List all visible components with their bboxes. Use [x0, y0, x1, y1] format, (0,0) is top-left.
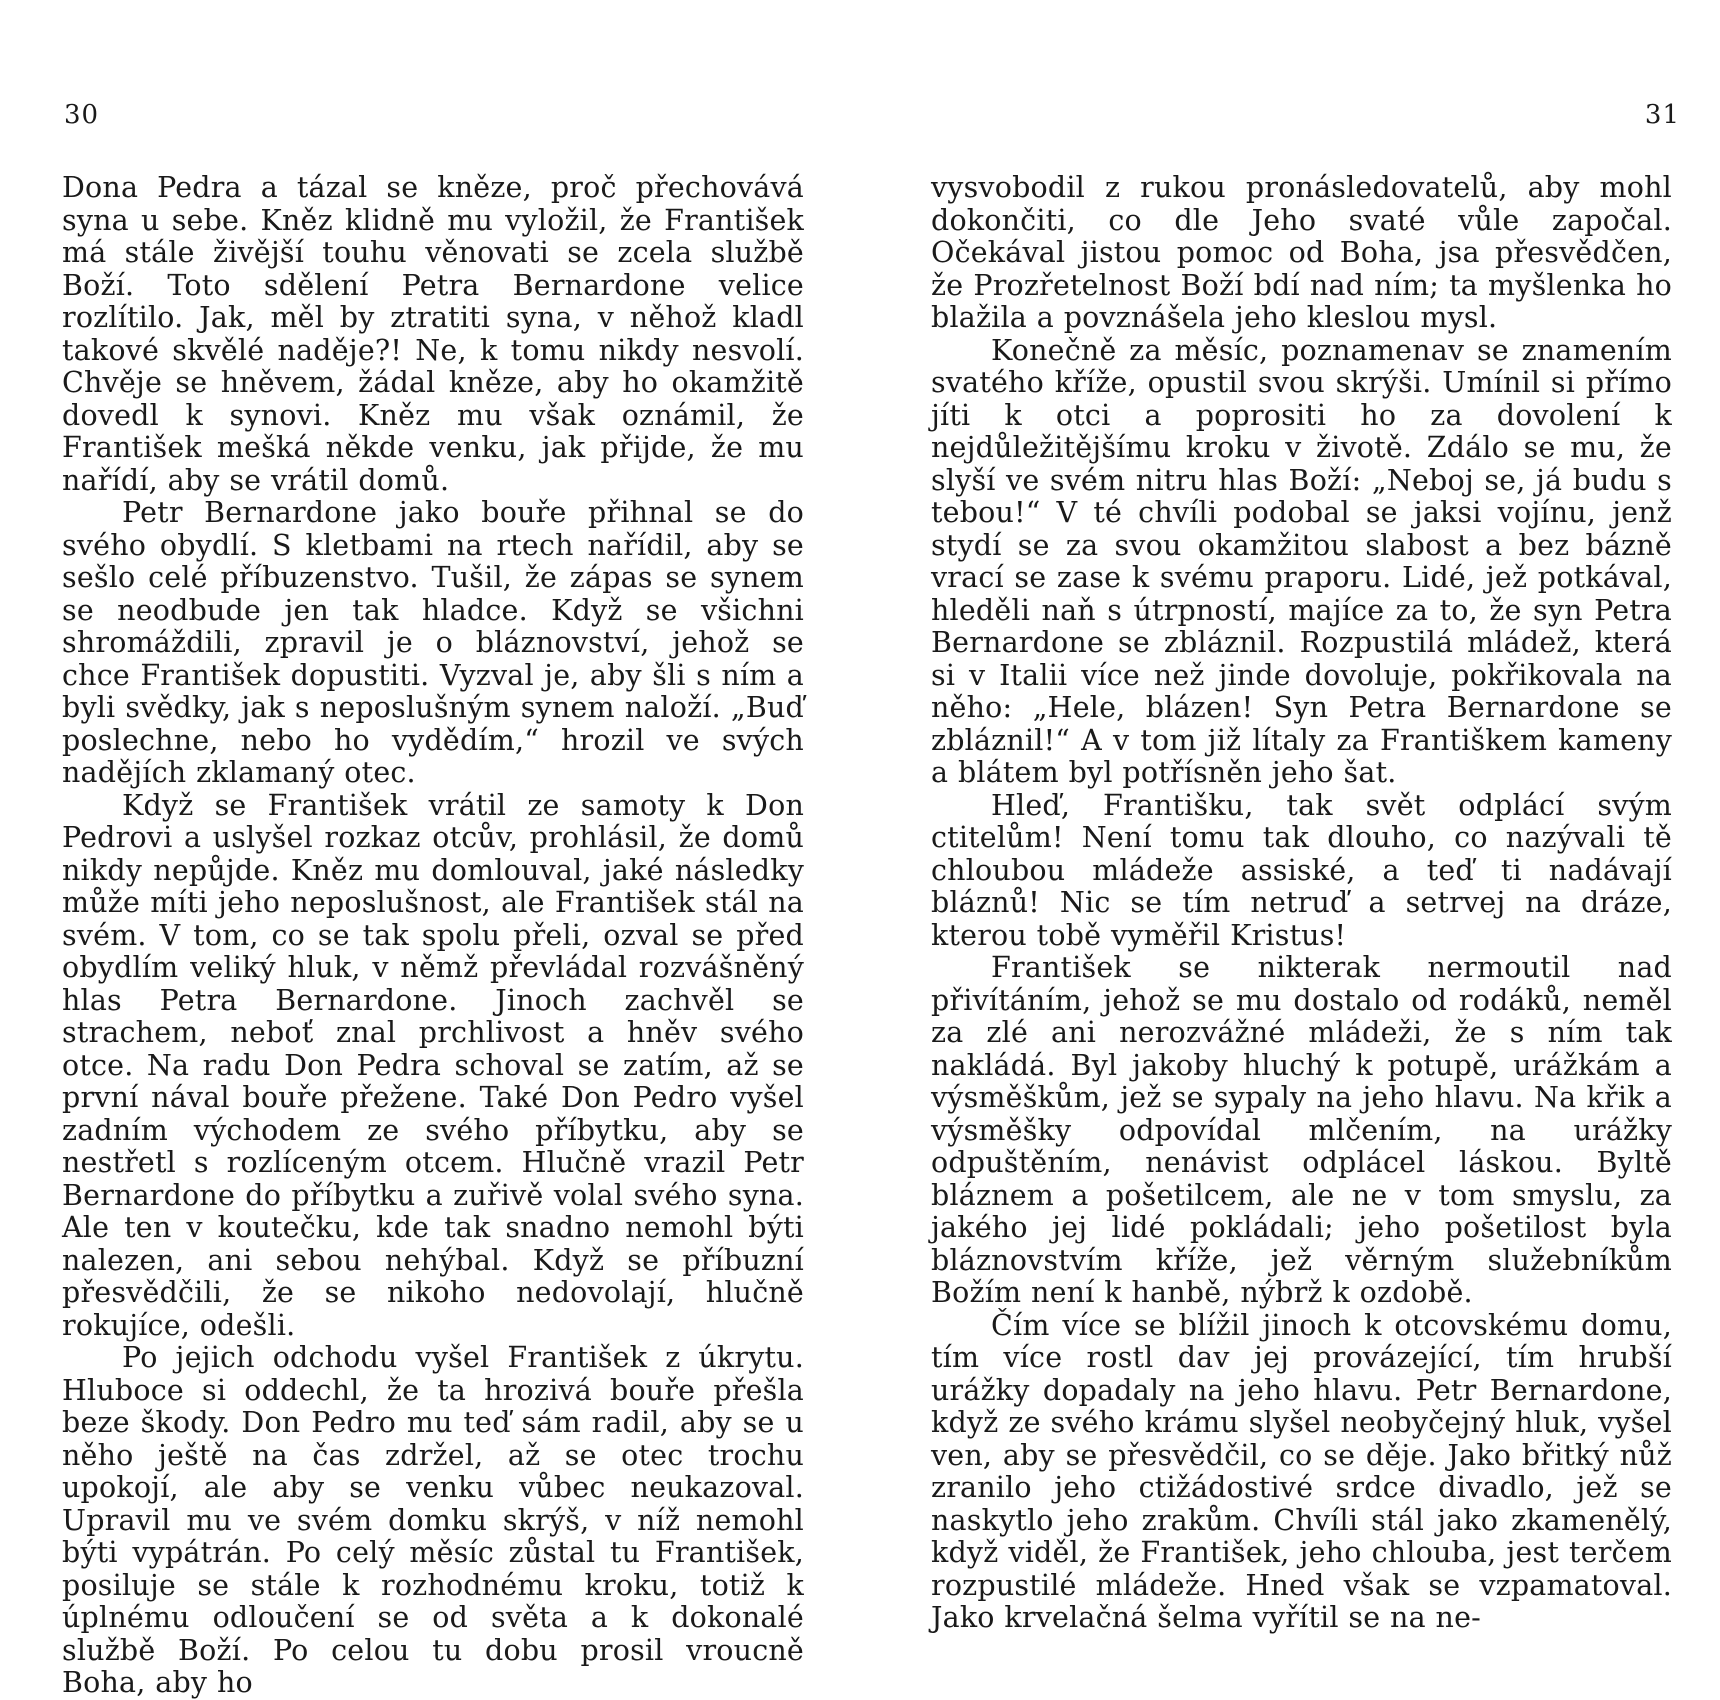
left-page-text	[62, 172, 804, 1700]
paragraph: vysvobodil z rukou pronásledovatelů, aby mohl dokončiti, co dle Jeho svaté vůle započal. Očekával jistou pomoc od Boha, jsa přesvědčen, že Prozřetelnost Boží bdí nad ním; ta myšlenka ho blažila a povznášela jeho kleslou mysl.	[931, 171, 1672, 334]
paragraph: Čím více se blížil jinoch k otcovskému domu, tím více rostl dav jej provázející, tím hrubší urážky dopadaly na jeho hlavu. Petr Bernardone, když ze svého krámu slyšel neobyčejný hluk, vyšel ven, aby se přesvědčil, co se děje. Jako břitký nůž zranilo jeho ctižádostivé srdce divadlo, jež se naskytlo jeho zrakům. Chvíli stál jako zkamenělý, když viděl, že František, jeho chlouba, jest terčem rozpustilé mládeže. Hned však se vzpamatoval. Jako krvelačná šelma vyřítil se na ne-	[931, 1308, 1672, 1634]
left-page	[0, 0, 860, 1699]
right-page-text	[931, 172, 1672, 1635]
page-number-right: 31	[1644, 100, 1680, 130]
right-page	[860, 0, 1720, 1634]
paragraph: Konečně za měsíc, poznamenav se znamením svatého kříže, opustil svou skrýši. Umínil si přímo jíti k otci a poprositi ho za dovolení k nejdůležitějšímu kroku v životě. Zdálo se mu, že slyší ve svém nitru hlas Boží: „Neboj se, já budu s tebou!“ V té chvíli podobal se jaksi vojínu, jenž stydí se za svou okamžitou slabost a bez bázně vrací se zase k svému praporu. Lidé, jež potkával, hleděli naň s útrpností, majíce za to, že syn Petra Bernardone se zbláznil. Rozpustilá mládež, která si v Italii více než jinde dovoluje, pokřikovala na něho: „Hele, blázen! Syn Petra Bernardone se zbláznil!“ A v tom již lítaly za Františkem kameny a blátem byl potřísněn jeho šat.	[931, 333, 1672, 789]
paragraph: Když se František vrátil ze samoty k Don Pedrovi a uslyšel rozkaz otcův, prohlásil, že domů nikdy nepůjde. Kněz mu domlouval, jaké následky může míti jeho neposlušnost, ale František stál na svém. V tom, co se tak spolu přeli, ozval se před obydlím veliký hluk, v němž převládal rozvášněný hlas Petra Bernardone. Jinoch zachvěl se strachem, neboť znal prchlivost a hněv svého otce. Na radu Don Pedra schoval se zatím, až se první nával bouře přežene. Také Don Pedro vyšel zadním východem ze svého příbytku, aby se nestřetl s rozlíceným otcem. Hlučně vrazil Petr Bernardone do příbytku a zuřivě volal svého syna. Ale ten v koutečku, kde tak snadno nemohl býti nalezen, ani sebou nehýbal. Když se příbuzní přesvědčili, že se nikoho nedovolají, hlučně rokujíce, odešli.	[62, 788, 804, 1342]
paragraph: Petr Bernardone jako bouře přihnal se do svého obydlí. S kletbami na rtech nařídil, aby se sešlo celé příbuzenstvo. Tušil, že zápas se synem se neodbude jen tak hladce. Když se všichni shromáždili, zpravil je o bláznovství, jehož se chce František dopustiti. Vyzval je, aby šli s ním a byli svědky, jak s neposlušným synem naloží. „Buď poslechne, nebo ho vydědím,“ hrozil ve svých nadějích zklamaný otec.	[62, 496, 804, 789]
paragraph: Po jejich odchodu vyšel František z úkrytu. Hluboce si oddechl, že ta hrozivá bouře přešla beze škody. Don Pedro mu teď sám radil, aby se u něho ještě na čas zdržel, až se otec trochu upokojí, ale aby se venku vůbec neukazoval. Upravil mu ve svém domku skrýš, v níž nemohl býti vypátrán. Po celý měsíc zůstal tu František, posiluje se stále k rozhodnému kroku, totiž k úplnému odloučení se od světa a k dokonalé službě Boží. Po celou tu dobu prosil vroucně Boha, aby ho	[62, 1341, 804, 1699]
page-number-left: 30	[64, 100, 100, 130]
paragraph: Hleď, Františku, tak svět odplácí svým ctitelům! Není tomu tak dlouho, co nazývali tě chloubou mládeže assiské, a teď ti nadávají bláznů! Nic se tím netruď a setrvej na dráze, kterou tobě vyměřil Kristus!	[931, 788, 1672, 952]
paragraph: Dona Pedra a tázal se kněze, proč přechovává syna u sebe. Kněz klidně mu vyložil, že František má stále živější touhu věnovati se zcela službě Boží. Toto sdělení Petra Bernardone velice rozlítilo. Jak, měl by ztratiti syna, v něhož kladl takové skvělé naděje?! Ne, k tomu nikdy nesvolí. Chvěje se hněvem, žádal kněze, aby ho okamžitě dovedl k synovi. Kněz mu však oznámil, že František mešká někde venku, jak přijde, že mu nařídí, aby se vrátil domů.	[62, 171, 804, 497]
paragraph: František se nikterak nermoutil nad přivítáním, jehož se mu dostalo od rodáků, neměl za zlé ani nerozvážné mládeži, že s ním tak nakládá. Byl jakoby hluchý k potupě, urážkám a výsměškům, jež se sypaly na jeho hlavu. Na křik a výsměšky odpovídal mlčením, na urážky odpuštěním, nenávist odplácel láskou. Byltě bláznem a pošetilcem, ale ne v tom smyslu, za jakého jej lidé pokládali; jeho pošetilost byla bláznovstvím kříže, jež věrným služebníkům Božím není k hanbě, nýbrž k ozdobě.	[931, 951, 1672, 1309]
